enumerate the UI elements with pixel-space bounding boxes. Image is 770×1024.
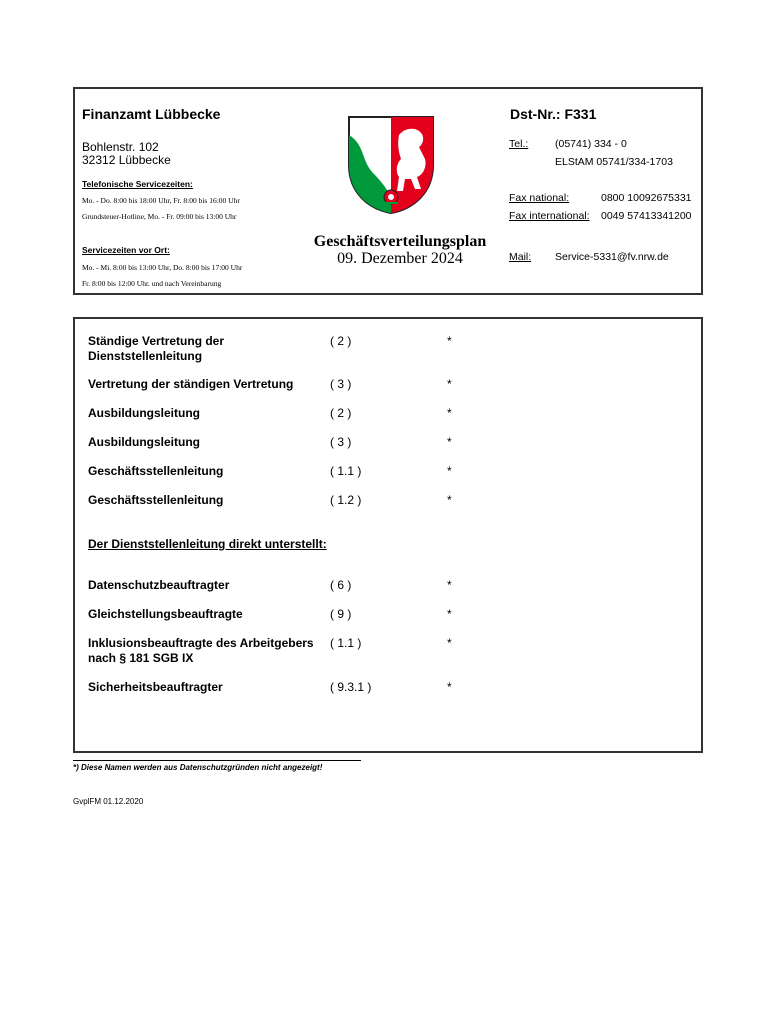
onsite-hours-1: Mo. - Mi. 8:00 bis 13:00 Uhr, Do. 8:00 bis 17:00 Uhr: [82, 263, 243, 272]
table-row-marker: *: [447, 334, 452, 348]
table-row-marker: *: [447, 377, 452, 391]
fax-international-label: Fax international:: [509, 210, 590, 222]
table-row-marker: *: [447, 435, 452, 449]
office-name: Finanzamt Lübbecke: [82, 106, 221, 122]
table-row-label: Ständige Vertretung der Dienststellenleitung: [88, 334, 225, 363]
tel-label: Tel.:: [509, 138, 529, 150]
mail-label: Mail:: [509, 251, 532, 263]
fax-national-value: 0800 10092675331: [601, 192, 692, 204]
table-row-code: ( 9.3.1 ): [330, 680, 372, 694]
table-row-marker: *: [447, 464, 452, 478]
elstam-value: ELStAM 05741/334-1703: [555, 156, 673, 168]
table-row-marker: *: [447, 680, 452, 694]
footnote-divider: [73, 760, 361, 761]
fax-national-label: Fax national:: [509, 192, 570, 204]
street-address: Bohlenstr. 102: [82, 140, 159, 154]
table-row-label: Vertretung der ständigen Vertretung: [88, 377, 294, 391]
table-row-label: Ausbildungsleitung: [88, 435, 200, 449]
table-row-marker: *: [447, 406, 452, 420]
tel-value: (05741) 334 - 0: [555, 138, 627, 150]
table-row-code: ( 2 ): [330, 334, 352, 348]
document-title: Geschäftsverteilungsplan: [313, 233, 487, 250]
service-phone-heading: Telefonische Servicezeiten:: [82, 179, 193, 189]
table-row-label: Ausbildungsleitung: [88, 406, 200, 420]
section-heading: Der Dienststellenleitung direkt unterstellt:: [88, 537, 327, 551]
table-row-code: ( 1.1 ): [330, 464, 362, 478]
grundsteuer-hotline: Grundsteuer-Hotline, Mo. - Fr. 09:00 bis 13:00 Uhr: [82, 212, 237, 221]
table-row-code: ( 1.2 ): [330, 493, 362, 507]
city-address: 32312 Lübbecke: [82, 153, 171, 167]
onsite-heading: Servicezeiten vor Ort:: [82, 245, 170, 255]
table-row-label: Geschäftsstellenleitung: [88, 493, 224, 507]
fax-international-value: 0049 57413341200: [601, 210, 692, 222]
table-row-label: Datenschutzbeauftragter: [88, 578, 230, 592]
table-row-label: Geschäftsstellenleitung: [88, 464, 224, 478]
document-date: 09. Dezember 2024: [337, 250, 463, 267]
table-row-marker: *: [447, 636, 452, 650]
table-row-marker: *: [447, 493, 452, 507]
table-row-label: Gleichstellungsbeauftragte: [88, 607, 243, 621]
table-row-code: ( 3 ): [330, 377, 352, 391]
table-row-code: ( 6 ): [330, 578, 352, 592]
table-row-code: ( 9 ): [330, 607, 352, 621]
onsite-hours-2: Fr. 8:00 bis 12:00 Uhr. und nach Vereinbarung: [82, 279, 222, 288]
service-phone-hours: Mo. - Do. 8:00 bis 18:00 Uhr, Fr. 8:00 bis 16:00 Uhr: [82, 196, 240, 205]
table-row-code: ( 1.1 ): [330, 636, 362, 650]
table-row-code: ( 3 ): [330, 435, 352, 449]
nrw-crest-logo: [347, 115, 435, 215]
mail-value: Service-5331@fv.nrw.de: [555, 251, 669, 263]
table-row-label: Sicherheitsbeauftragter: [88, 680, 223, 694]
footnote: *) Diese Namen werden aus Datenschutzgründen nicht angezeigt!: [73, 763, 323, 772]
dst-number: Dst-Nr.: F331: [510, 106, 597, 122]
table-row-marker: *: [447, 578, 452, 592]
table-row-code: ( 2 ): [330, 406, 352, 420]
form-identifier: GvplFM 01.12.2020: [73, 797, 144, 806]
table-row-label: Inklusionsbeauftragte des Arbeitgebers nach § 181 SGB IX: [88, 636, 314, 665]
table-row-marker: *: [447, 607, 452, 621]
